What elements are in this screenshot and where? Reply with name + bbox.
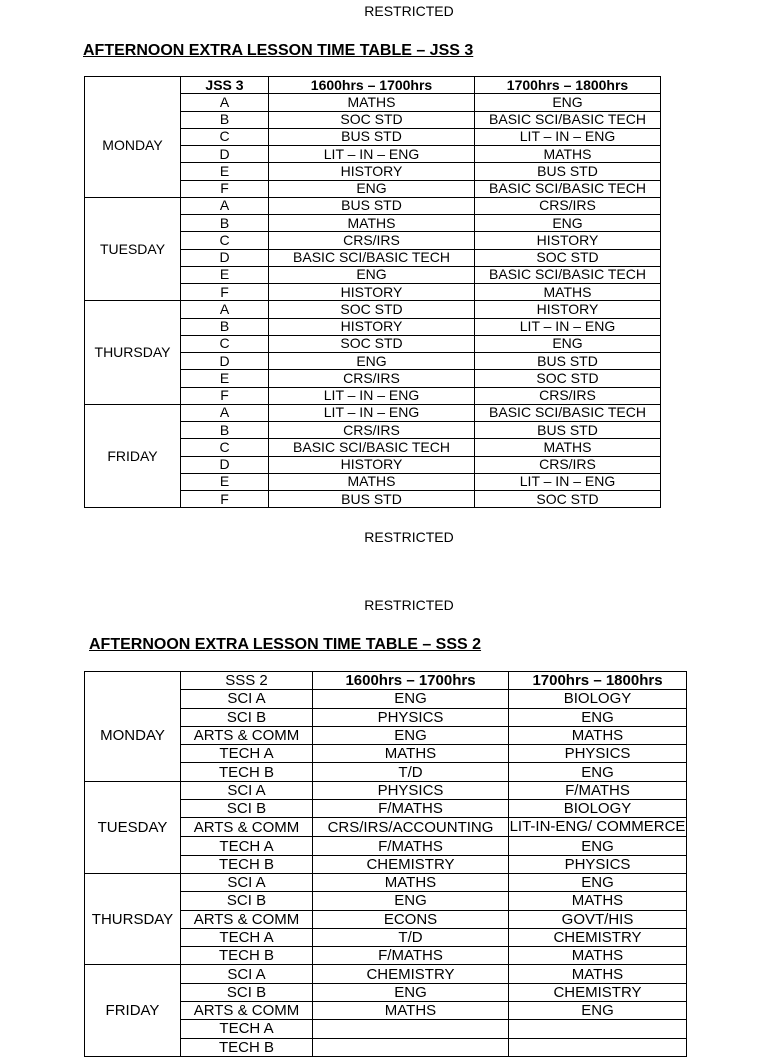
subject-cell: F/MATHS [509, 781, 687, 799]
subject-cell: ENG [509, 763, 687, 781]
subject-cell: CRS/IRS [269, 370, 475, 387]
day-cell: TUESDAY [85, 781, 181, 873]
class-cell: A [181, 94, 269, 111]
subject-cell: CHEMISTRY [313, 965, 509, 983]
class-cell: D [181, 456, 269, 473]
subject-cell: LIT – IN – ENG [475, 318, 661, 335]
subject-cell [509, 1038, 687, 1056]
class-cell: D [181, 353, 269, 370]
class-cell: B [181, 215, 269, 232]
class-cell: SCI A [181, 873, 313, 891]
subject-cell: LIT – IN – ENG [475, 128, 661, 145]
class-cell: SCI A [181, 690, 313, 708]
subject-cell: MATHS [269, 94, 475, 111]
header-slot-2: 1700hrs – 1800hrs [509, 672, 687, 690]
class-cell: A [181, 301, 269, 318]
subject-cell: BASIC SCI/BASIC TECH [269, 249, 475, 266]
subject-cell: LIT – IN – ENG [269, 404, 475, 421]
class-cell: E [181, 266, 269, 283]
subject-cell: BUS STD [269, 197, 475, 214]
class-cell: F [181, 491, 269, 508]
day-cell: THURSDAY [85, 873, 181, 964]
table-row [85, 404, 661, 421]
class-cell: A [181, 404, 269, 421]
class-cell: TECH A [181, 745, 313, 763]
class-cell: C [181, 335, 269, 352]
class-cell: E [181, 473, 269, 490]
class-cell: TECH A [181, 1020, 313, 1038]
subject-cell: F/MATHS [313, 837, 509, 855]
class-cell: B [181, 422, 269, 439]
day-cell: MONDAY [85, 94, 181, 198]
table-header-row [85, 77, 661, 94]
subject-cell: MATHS [269, 473, 475, 490]
class-cell: ARTS & COMM [181, 910, 313, 928]
subject-cell: LIT – IN – ENG [475, 473, 661, 490]
subject-cell: HISTORY [269, 318, 475, 335]
subject-cell: ENG [475, 215, 661, 232]
subject-cell: BUS STD [475, 422, 661, 439]
subject-cell: ECONS [313, 910, 509, 928]
subject-cell: ENG [313, 892, 509, 910]
class-cell: SCI A [181, 965, 313, 983]
subject-cell: ENG [269, 266, 475, 283]
class-cell: TECH B [181, 1038, 313, 1056]
subject-cell: ENG [269, 180, 475, 197]
subject-cell: SOC STD [475, 370, 661, 387]
subject-cell: ENG [509, 873, 687, 891]
header-class: SSS 2 [181, 672, 313, 690]
subject-cell: PHYSICS [509, 745, 687, 763]
table-row [85, 94, 661, 111]
subject-cell: PHYSICS [313, 708, 509, 726]
restricted-label-top: RESTRICTED [364, 3, 454, 19]
subject-cell: MATHS [509, 892, 687, 910]
subject-cell: ENG [269, 353, 475, 370]
subject-cell: ENG [509, 708, 687, 726]
sss2-title: AFTERNOON EXTRA LESSON TIME TABLE – SSS 2 [89, 636, 482, 653]
subject-cell: BASIC SCI/BASIC TECH [475, 404, 661, 421]
class-cell: C [181, 128, 269, 145]
subject-cell: PHYSICS [313, 781, 509, 799]
subject-cell: GOVT/HIS [509, 910, 687, 928]
class-cell: F [181, 284, 269, 301]
subject-cell: BUS STD [269, 128, 475, 145]
table-row [85, 873, 687, 891]
class-cell: F [181, 180, 269, 197]
class-cell: F [181, 387, 269, 404]
jss3-timetable [84, 76, 661, 508]
subject-cell: CRS/IRS [269, 232, 475, 249]
class-cell: TECH B [181, 763, 313, 781]
class-cell: TECH A [181, 837, 313, 855]
class-cell: C [181, 439, 269, 456]
subject-cell: MATHS [475, 284, 661, 301]
subject-cell [313, 1038, 509, 1056]
class-cell: ARTS & COMM [181, 1002, 313, 1020]
subject-cell: T/D [313, 763, 509, 781]
class-cell: SCI B [181, 708, 313, 726]
class-cell: D [181, 146, 269, 163]
subject-cell: BUS STD [269, 491, 475, 508]
restricted-label-middle: RESTRICTED [364, 529, 454, 545]
table-row [85, 965, 687, 983]
subject-cell: MATHS [313, 873, 509, 891]
subject-cell: BIOLOGY [509, 690, 687, 708]
subject-cell: HISTORY [475, 301, 661, 318]
table-row [85, 301, 661, 318]
subject-cell: SOC STD [269, 335, 475, 352]
subject-cell: HISTORY [475, 232, 661, 249]
class-cell: TECH A [181, 928, 313, 946]
subject-cell: HISTORY [269, 456, 475, 473]
class-cell: B [181, 111, 269, 128]
day-cell: FRIDAY [85, 404, 181, 508]
subject-cell: BIOLOGY [509, 800, 687, 818]
header-slot-1: 1600hrs – 1700hrs [313, 672, 509, 690]
class-cell: B [181, 318, 269, 335]
class-cell: SCI B [181, 800, 313, 818]
day-cell: TUESDAY [85, 197, 181, 301]
class-cell: A [181, 197, 269, 214]
jss3-title: AFTERNOON EXTRA LESSON TIME TABLE – JSS 3 [83, 42, 474, 59]
table-row [85, 197, 661, 214]
subject-cell: SOC STD [475, 491, 661, 508]
subject-cell: HISTORY [269, 163, 475, 180]
subject-cell [313, 1020, 509, 1038]
subject-cell: HISTORY [269, 284, 475, 301]
subject-cell: SOC STD [269, 301, 475, 318]
subject-cell: BASIC SCI/BASIC TECH [475, 180, 661, 197]
class-cell: SCI B [181, 892, 313, 910]
class-cell: SCI B [181, 983, 313, 1001]
subject-cell: F/MATHS [313, 947, 509, 965]
class-cell: E [181, 370, 269, 387]
subject-cell: BASIC SCI/BASIC TECH [269, 439, 475, 456]
subject-cell: CRS/IRS [475, 387, 661, 404]
subject-cell: ENG [509, 1002, 687, 1020]
day-cell: THURSDAY [85, 301, 181, 405]
table-row [85, 690, 687, 708]
header-slot-1: 1600hrs – 1700hrs [269, 77, 475, 94]
subject-cell: LIT – IN – ENG [269, 387, 475, 404]
subject-cell: CHEMISTRY [509, 928, 687, 946]
subject-cell: T/D [313, 928, 509, 946]
subject-cell: ENG [313, 983, 509, 1001]
subject-cell: ENG [475, 335, 661, 352]
class-cell: ARTS & COMM [181, 726, 313, 744]
subject-cell: ENG [475, 94, 661, 111]
header-slot-2: 1700hrs – 1800hrs [475, 77, 661, 94]
subject-cell: LIT – IN – ENG [269, 146, 475, 163]
subject-cell: CRS/IRS [475, 197, 661, 214]
subject-cell: CHEMISTRY [509, 983, 687, 1001]
subject-cell: MATHS [475, 439, 661, 456]
subject-cell: MATHS [313, 745, 509, 763]
subject-cell: BASIC SCI/BASIC TECH [475, 266, 661, 283]
class-cell: ARTS & COMM [181, 818, 313, 837]
subject-cell: PHYSICS [509, 855, 687, 873]
class-cell: SCI A [181, 781, 313, 799]
subject-cell: MATHS [269, 215, 475, 232]
subject-cell: CRS/IRS/ACCOUNTING [313, 818, 509, 837]
subject-cell: F/MATHS [313, 800, 509, 818]
subject-cell: ENG [313, 726, 509, 744]
sss2-timetable [84, 671, 687, 1057]
class-cell: TECH B [181, 855, 313, 873]
header-day [85, 672, 181, 690]
subject-cell: ENG [313, 690, 509, 708]
table-row [85, 781, 687, 799]
header-day [85, 77, 181, 94]
subject-cell: MATHS [313, 1002, 509, 1020]
subject-cell [509, 1020, 687, 1038]
subject-cell: SOC STD [475, 249, 661, 266]
subject-cell: BUS STD [475, 163, 661, 180]
subject-cell: MATHS [509, 726, 687, 744]
day-cell: FRIDAY [85, 965, 181, 1056]
subject-cell: MATHS [475, 146, 661, 163]
subject-cell: ENG [509, 837, 687, 855]
subject-cell: MATHS [509, 965, 687, 983]
subject-cell: SOC STD [269, 111, 475, 128]
subject-cell: BASIC SCI/BASIC TECH [475, 111, 661, 128]
class-cell: TECH B [181, 947, 313, 965]
class-cell: C [181, 232, 269, 249]
restricted-label-page2: RESTRICTED [364, 597, 454, 613]
day-cell: MONDAY [85, 690, 181, 781]
subject-cell: BUS STD [475, 353, 661, 370]
class-cell: E [181, 163, 269, 180]
class-cell: D [181, 249, 269, 266]
subject-cell: MATHS [509, 947, 687, 965]
subject-cell: CHEMISTRY [313, 855, 509, 873]
subject-cell: LIT-IN-ENG/ COMMERCE [509, 818, 686, 836]
header-class: JSS 3 [181, 77, 269, 94]
subject-cell: CRS/IRS [475, 456, 661, 473]
table-header-row [85, 672, 687, 690]
subject-cell: CRS/IRS [269, 422, 475, 439]
